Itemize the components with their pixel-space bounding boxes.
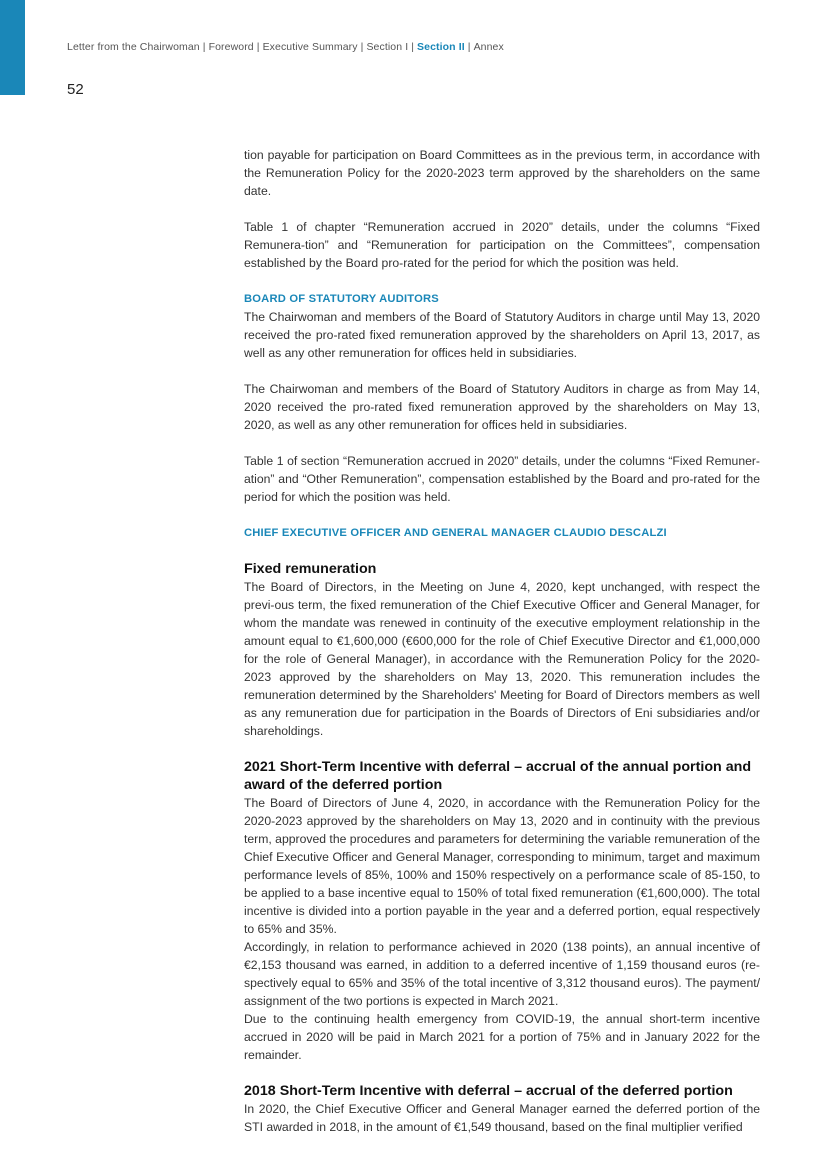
paragraph: Table 1 of section “Remuneration accrued in 2020” details, under the columns “Fixed Remuner-ation” and “Other Remuneration”, compensation established by the Board and pro-rated for the period for which the position was held.: [244, 454, 760, 504]
subheading-sti-2018: 2018 Short-Term Incentive with deferral – accrual of the deferred portion: [244, 1083, 733, 1099]
section-heading-ceo: CHIEF EXECUTIVE OFFICER AND GENERAL MANAGER CLAUDIO DESCALZI: [244, 527, 667, 539]
breadcrumb-separator: |: [202, 41, 206, 53]
breadcrumb-separator: |: [360, 41, 364, 53]
section-color-tab: [0, 0, 25, 95]
breadcrumb: [67, 41, 504, 53]
paragraph: The Chairwoman and members of the Board of Statutory Auditors in charge until May 13, 2020 received the pro-rated fixed remuneration approved by the shareholders on April 13, 2017, as well as any other remuneration for offices held in subsidiaries.: [244, 310, 760, 360]
page-number: 52: [67, 81, 84, 98]
breadcrumb-separator: |: [411, 41, 415, 53]
paragraph: Accordingly, in relation to performance achieved in 2020 (138 points), an annual incentive of €2,153 thousand was earned, in addition to a deferred incentive of 1,159 thousand euros (re-spectively equal to 65% and 35% of the total incentive of 3,312 thousand euros). The payment/ assignment of the two portions is expected in March 2021.: [244, 940, 760, 1008]
breadcrumb-annex[interactable]: Annex: [473, 41, 504, 53]
breadcrumb-section-i[interactable]: Section I: [366, 41, 409, 53]
breadcrumb-separator: |: [467, 41, 471, 53]
breadcrumb-section-ii[interactable]: Section II: [417, 41, 465, 53]
breadcrumb-separator: |: [256, 41, 260, 53]
breadcrumb-letter-from-chairwoman[interactable]: Letter from the Chairwoman: [67, 41, 200, 53]
section-heading-statutory-auditors: BOARD OF STATUTORY AUDITORS: [244, 293, 439, 305]
paragraph: The Board of Directors, in the Meeting on June 4, 2020, kept unchanged, with respect the previ-ous term, the fixed remuneration of the Chief Executive Officer and General Manager, for whom the mandate was renewed in continuity of the executive employment relationship in the amount equal to €1,600,000 (€600,000 for the role of Chief Executive Director and €1,000,000 for the role of General Manager), in accordance with the Remuneration Policy for the 2020-2023 approved by the shareholders on May 13, 2020. This remuneration includes the remuneration determined by the Shareholders' Meeting for Board of Directors members as well as any remuneration due for participation in the Boards of Directors of Eni subsidiaries and/or shareholdings.: [244, 580, 760, 738]
paragraph: The Chairwoman and members of the Board of Statutory Auditors in charge as from May 14, 2020 received the pro-rated fixed remuneration approved by the shareholders on May 13, 2020, as well as any other remuneration for offices held in subsidiaries.: [244, 382, 760, 432]
breadcrumb-foreword[interactable]: Foreword: [208, 41, 254, 53]
breadcrumb-executive-summary[interactable]: Executive Summary: [262, 41, 358, 53]
subheading-fixed-remuneration: Fixed remuneration: [244, 561, 377, 577]
main-content: [244, 146, 760, 1136]
paragraph: Due to the continuing health emergency from COVID-19, the annual short-term incentive accrued in 2020 will be paid in March 2021 for a portion of 75% and in January 2022 for the remainder.: [244, 1012, 760, 1062]
paragraph: Table 1 of chapter “Remuneration accrued in 2020” details, under the columns “Fixed Remunera-tion” and “Remuneration for participation on the Committees”, compensation established by the Board pro-rated for the period for which the position was held.: [244, 220, 760, 270]
paragraph: In 2020, the Chief Executive Officer and General Manager earned the deferred portion of the STI awarded in 2018, in the amount of €1,549 thousand, based on the final multiplier verified: [244, 1102, 760, 1134]
paragraph: The Board of Directors of June 4, 2020, in accordance with the Remuneration Policy for the 2020-2023 approved by the shareholders on May 13, 2020 and in continuity with the previous term, approved the procedures and parameters for determining the variable remuneration of the Chief Executive Officer and General Manager, corresponding to minimum, target and maximum performance levels of 85%, 100% and 150% respectively on a performance scale of 85-150, to be applied to a base incentive equal to 150% of total fixed remuneration (€1,600,000). The total incentive is divided into a portion payable in the year and a deferred portion, equal respectively to 65% and 35%.: [244, 796, 760, 936]
paragraph: tion payable for participation on Board Committees as in the previous term, in accordance with the Remuneration Policy for the 2020-2023 term approved by the shareholders on the same date.: [244, 148, 760, 198]
subheading-sti-2021: 2021 Short-Term Incentive with deferral – accrual of the annual portion and award of the deferred portion: [244, 759, 752, 793]
